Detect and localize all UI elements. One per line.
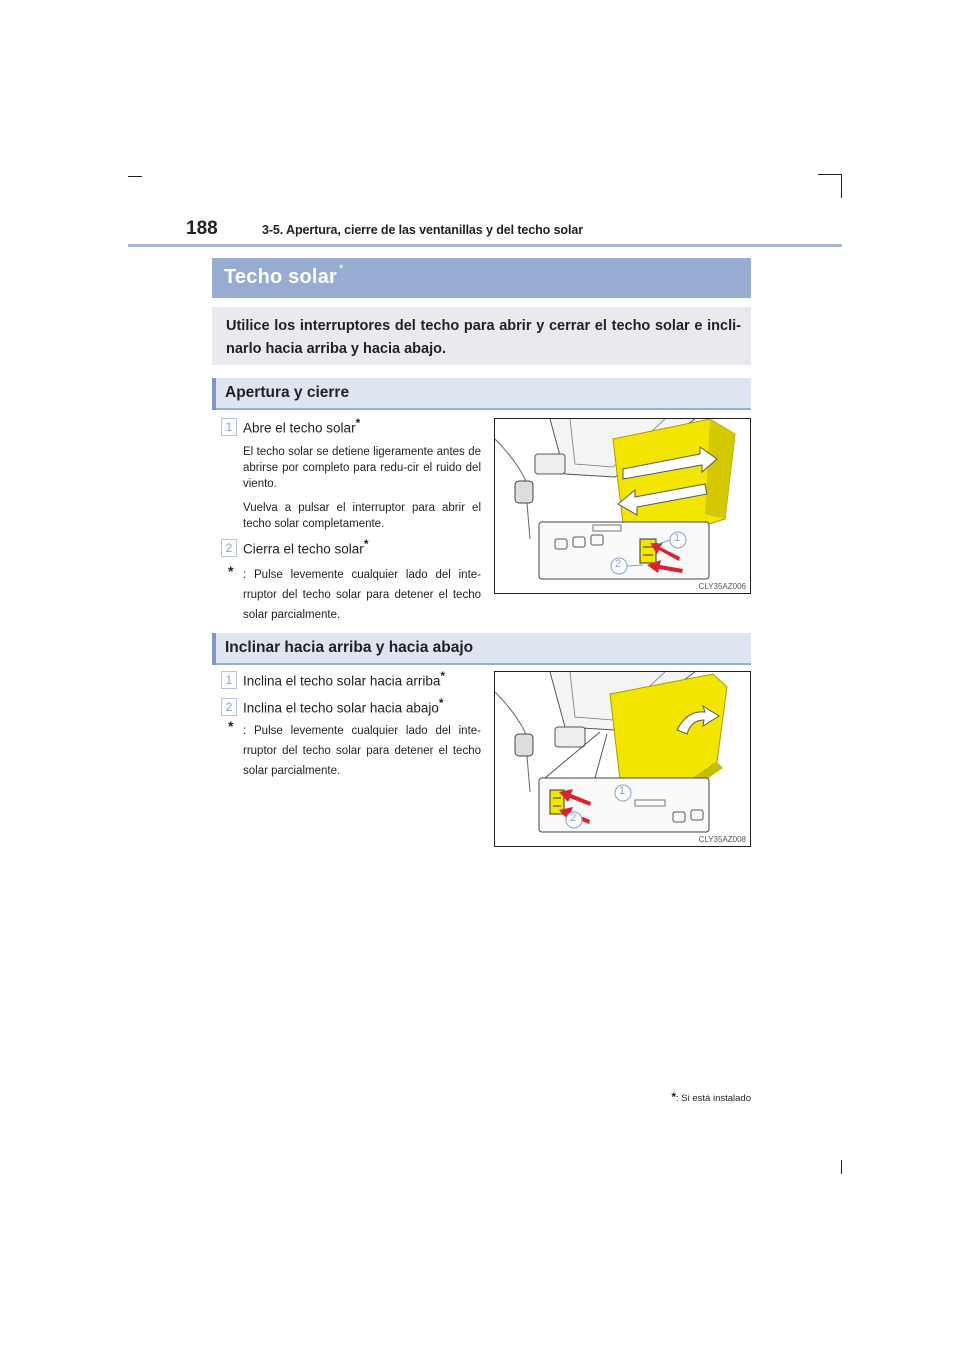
note-mark: * (228, 563, 234, 579)
item-label: Inclina el techo solar hacia abajo* (243, 696, 444, 716)
subheading-title: Apertura y cierre (225, 384, 350, 401)
figure-tilt (494, 671, 751, 847)
page-number: 188 (186, 218, 218, 239)
intro-box (212, 307, 751, 365)
callout-1: 1 (674, 532, 681, 544)
optional-mark: * (338, 263, 344, 276)
item-number: 2 (221, 698, 237, 716)
subheading-accent (212, 633, 216, 665)
header-rule (128, 244, 842, 247)
subheading-tilt (212, 633, 751, 665)
crop-mark (128, 176, 142, 177)
note-text: : Pulse levemente cualquier lado del inte-rruptor del techo solar para detener el techo solar parcialmente. (243, 725, 481, 777)
callout-2: 2 (570, 812, 577, 824)
subheading-accent (212, 378, 216, 410)
note-text: : Pulse levemente cualquier lado del inte-rruptor del techo solar para detener el techo solar parcialmente. (243, 569, 481, 621)
item-label: Inclina el techo solar hacia arriba* (243, 669, 446, 689)
item-number: 1 (221, 418, 237, 436)
section-banner (212, 258, 751, 298)
subheading-opening (212, 378, 751, 410)
sunroof-illustration (495, 419, 750, 593)
item-description: El techo solar se detiene ligeramente antes de abrirse por completo para redu-cir el ruido del viento. (243, 446, 481, 490)
sunroof-tilt-illustration (495, 672, 750, 846)
item-number: 2 (221, 539, 237, 557)
item-label: Cierra el techo solar* (243, 537, 369, 557)
callout-2: 2 (615, 558, 622, 570)
item-description: Vuelva a pulsar el interruptor para abrir el techo solar completamente. (243, 502, 481, 530)
footnote: *: Si está instalado (671, 1090, 751, 1104)
section-title: Techo solar * (224, 263, 344, 288)
chapter-title: 3-5. Apertura, cierre de las ventanillas y del techo solar (262, 223, 583, 237)
intro-text: Utilice los interruptores del techo para abrir y cerrar el techo solar e incli-narlo hacia arriba y hacia abajo. (226, 318, 741, 357)
crop-mark (841, 1160, 842, 1174)
note-mark: * (228, 718, 234, 734)
subheading-title: Inclinar hacia arriba y hacia abajo (225, 639, 474, 656)
figure-code: CLY35AZ008 (698, 835, 746, 844)
callout-1: 1 (619, 785, 626, 797)
item-number: 1 (221, 671, 237, 689)
crop-mark (841, 174, 842, 198)
crop-mark (818, 174, 842, 175)
item-label: Abre el techo solar* (243, 416, 361, 436)
figure-open-close (494, 418, 751, 594)
figure-code: CLY35AZ006 (698, 582, 746, 591)
